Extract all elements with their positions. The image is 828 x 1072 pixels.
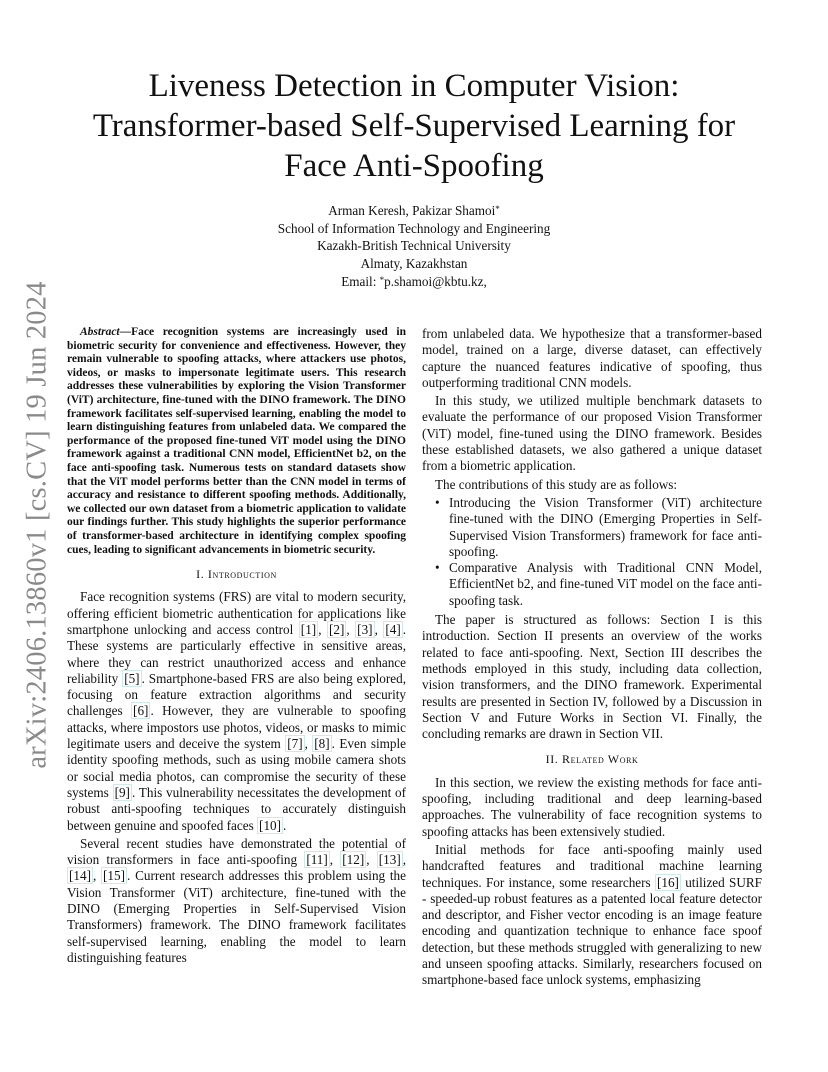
arxiv-identifier: arXiv:2406.13860v1 [cs.CV] 19 Jun 2024 <box>22 281 54 769</box>
paragraph-text: , <box>304 736 313 752</box>
section-heading-introduction: I. Introduction <box>196 567 277 582</box>
paragraph-text: Initial methods for face anti-spoofing mainly used handcrafted features and traditional machine learning techniques. For instance, some researchers <box>422 841 762 890</box>
affiliation-line: School of Information Technology and Engineering <box>277 220 551 236</box>
citation-link[interactable]: [12] <box>342 852 365 868</box>
body-paragraph: The paper is structured as follows: Section I is this introduction. Section II presents an overview of the works related to face anti-spoofing. Next, Section III describes the methods employed in this study, including data collection, vision transformers, and the DINO framework. Experimental results are presented in Section IV, followed by a Discussion in Section V and Future Works in Section VI. Finally, the concluding remarks are drawn in Section VII. <box>422 612 762 742</box>
paragraph-text: . These systems are particularly effective in sensitive areas, where they can restrict unauthorized access and enhance reliability <box>67 621 407 686</box>
right-column <box>422 326 762 991</box>
intro-paragraph <box>67 836 406 966</box>
author-block <box>160 201 668 291</box>
paragraph-text: . Smartphone-based FRS are also being explored, focusing on feature extraction algorithms and security challenges <box>67 670 406 719</box>
list-item: • Introducing the Vision Transformer (ViT) architecture fine-tuned with the DINO (Emerging Properties in Self-Supervised Vision Transformers) framework for face anti-spoofing. <box>422 495 762 560</box>
list-item: • Comparative Analysis with Traditional CNN Model, EfficientNet b2, and fine-tuned ViT model on the face anti-spoofing task. <box>422 560 762 609</box>
paragraph-text: , <box>366 852 377 868</box>
citation-link[interactable]: [1] <box>300 621 317 637</box>
citation-link[interactable]: [15] <box>103 868 126 884</box>
left-column <box>67 326 406 968</box>
paragraph-text: Several recent studies have demonstrated the potential of vision transformers in face anti-spoofing <box>67 835 406 868</box>
affiliation-line: Kazakh-British Technical University <box>317 238 511 253</box>
citation-link[interactable]: [2] <box>328 621 345 637</box>
citation-link[interactable]: [7] <box>287 736 303 752</box>
paper-title <box>60 66 768 186</box>
citation-link[interactable]: [10] <box>259 817 282 833</box>
title-line: Transformer-based Self-Supervised Learning for <box>92 108 736 144</box>
citation-link[interactable]: [16] <box>656 874 679 890</box>
title-line: Liveness Detection in Computer Vision: <box>148 68 680 104</box>
paragraph-text: , <box>374 621 384 637</box>
citation-link[interactable]: [5] <box>124 670 140 686</box>
paragraph-text: . Current research addresses this problem using the Vision Transformer (ViT) architecture, fine-tuned with the DINO (Emerging Properties in Self-Supervised Vision Transformers) framework. The DINO framework facilitates self-supervised learning, enabling the model to learn distinguishing features <box>67 868 406 965</box>
title-line: Face Anti-Spoofing <box>284 148 544 184</box>
author-email: Email: *p.shamoi@kbtu.kz, <box>341 274 487 289</box>
paragraph-text: . <box>283 817 287 833</box>
paragraph-text: , <box>92 868 102 884</box>
body-paragraph <box>422 842 762 989</box>
paragraph-text: . This vulnerability necessitates the development of robust anti-spoofing techniques to accurately distinguish between genuine and spoofed faces <box>67 784 407 833</box>
paragraph-text: , <box>318 621 327 637</box>
intro-paragraph <box>67 589 406 833</box>
abstract: Abstract—Face recognition systems are increasingly used in biometric security for convenience and effectiveness. However, they remain vulnerable to spoofing attacks, where attackers use photos, videos, or masks to impersonate legitimate users. This research addresses these vulnerabilities by exploring the Vision Transformer (ViT) architecture, fine-tuned with the DINO framework. The DINO framework facilitates self-supervised learning, enabling the model to learn distinguishing features from unlabeled data. We compared the performance of the proposed fine-tuned ViT model using the DINO framework against a traditional CNN model, EfficientNet b2, on the face anti-spoofing task. Numerous tests on standard datasets show that the ViT model performs better than the CNN model in terms of accuracy and resistance to different spoofing methods. Additionally, we collected our own dataset from a biometric application to validate our findings further. This study highlights the superior performance of transformer-based architecture in identifying complex spoofing cues, leading to significant advancements in biometric security. <box>67 326 406 556</box>
affiliation-line: Almaty, Kazakhstan <box>360 255 468 271</box>
body-paragraph: In this section, we review the existing methods for face anti-spoofing, including traditional and deep learning-based approaches. The vulnerability of face recognition systems to spoofing attacks has been extensively studied. <box>422 774 762 839</box>
paragraph-text: , <box>346 621 356 637</box>
citation-link[interactable]: [8] <box>314 736 330 752</box>
citation-link[interactable]: [6] <box>133 703 149 719</box>
contribution-list <box>422 495 762 609</box>
citation-link[interactable]: [9] <box>114 784 130 800</box>
paragraph-text: , <box>402 852 407 868</box>
section-heading-related-work: II. Related Work <box>545 752 639 767</box>
paragraph-text: . Even simple identity spoofing methods, such as using mobile camera shots or social media photos, can compromise the security of these systems <box>67 736 407 800</box>
citation-link[interactable]: [14] <box>69 868 91 884</box>
citation-link[interactable]: [4] <box>385 621 401 637</box>
body-paragraph: from unlabeled data. We hypothesize that a transformer-based model, trained on a large, diverse dataset, can effectively capture the nuanced features indicative of spoofing, thus outperforming traditional CNN models. <box>422 326 762 390</box>
paragraph-text: utilized SURF - speeded-up robust features as a patented local feature detector and descriptor, and Fisher vector encoding is an image feature encoding and quantization technique to enhance face spoof detection, but these methods struggled with generalizing to new and unseen spoofing attacks. Similarly, researchers focused on smartphone-based face unlock systems, emphasizing <box>422 874 762 988</box>
body-paragraph: In this study, we utilized multiple benchmark datasets to evaluate the performance of our proposed Vision Transformer (ViT) model, fine-tuned using the DINO framework. Besides these established datasets, we also gathered a unique dataset from a biometric application. <box>422 393 762 474</box>
citation-link[interactable]: [11] <box>306 852 328 868</box>
paragraph-text: Face recognition systems (FRS) are vital to modern security, offering efficient biometric authentication for applications like smartphone unlocking and access control <box>67 589 406 637</box>
author-names: Arman Keresh, Pakizar Shamoi* <box>328 203 500 218</box>
paragraph-text: . However, they are vulnerable to spoofing attacks, where impostors use photos, videos, or masks to mimic legitimate users and deceive the system <box>67 703 406 752</box>
paragraph-text: , <box>329 852 341 868</box>
citation-link[interactable]: [3] <box>357 621 373 637</box>
citation-link[interactable]: [13] <box>378 852 401 868</box>
body-paragraph: The contributions of this study are as follows: <box>435 476 678 492</box>
